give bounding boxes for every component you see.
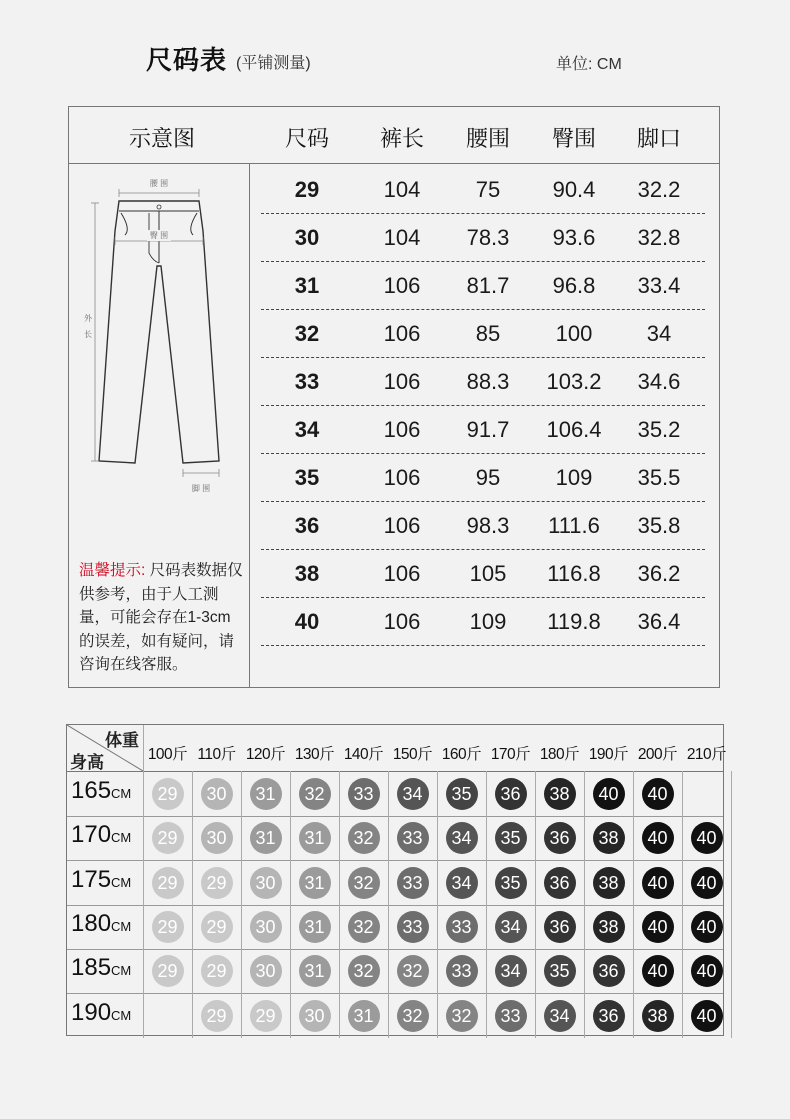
size-badge: 30: [250, 867, 282, 899]
weight-column-header: 210斤: [686, 746, 727, 763]
column-divider: [682, 815, 683, 860]
column-divider: [290, 860, 291, 905]
column-divider: [241, 860, 242, 905]
size-badge: 38: [593, 911, 625, 943]
size-badge: 40: [593, 778, 625, 810]
column-divider: [192, 815, 193, 860]
cell-waist: 78.3: [466, 225, 510, 250]
column-divider: [682, 993, 683, 1038]
column-divider: [437, 904, 438, 949]
column-divider: [388, 771, 389, 816]
size-badge: 29: [201, 911, 233, 943]
size-badge: 31: [299, 955, 331, 987]
size-badge: 30: [250, 955, 282, 987]
column-divider: [682, 948, 683, 993]
column-divider: [143, 948, 144, 993]
size-badge: 32: [397, 1000, 429, 1032]
height-value: 185: [71, 954, 112, 982]
pants-diagram: [79, 171, 239, 501]
column-divider: [584, 948, 585, 993]
cell-size: 32: [294, 321, 320, 346]
cell-size: 35: [294, 465, 320, 490]
size-badge: 34: [446, 867, 478, 899]
size-badge: 35: [495, 822, 527, 854]
column-divider: [143, 904, 144, 949]
size-badge: 36: [593, 955, 625, 987]
column-divider: [339, 948, 340, 993]
cell-leg-opening: 36.4: [637, 609, 681, 634]
size-table: [68, 106, 720, 688]
size-row: [261, 453, 705, 502]
height-label: [71, 954, 131, 982]
column-divider: [339, 771, 340, 816]
cell-waist: 85: [475, 321, 501, 346]
size-badge: 35: [446, 778, 478, 810]
size-badge: 33: [397, 867, 429, 899]
size-badge: 40: [691, 955, 723, 987]
column-divider: [192, 993, 193, 1038]
weight-column-header: 160斤: [441, 746, 482, 763]
weight-height-table: [66, 724, 727, 1036]
cell-size: 31: [294, 273, 320, 298]
size-row: [261, 405, 705, 454]
column-divider: [290, 993, 291, 1038]
column-divider: [437, 860, 438, 905]
column-divider: [339, 993, 340, 1038]
cell-hip: 116.8: [547, 561, 601, 586]
column-divider: [388, 815, 389, 860]
column-divider: [241, 771, 242, 816]
size-badge: 30: [299, 1000, 331, 1032]
size-table-header: [69, 107, 719, 164]
size-badge: 34: [544, 1000, 576, 1032]
column-divider: [143, 815, 144, 860]
height-label: [71, 999, 131, 1027]
height-unit: CM: [111, 874, 132, 890]
height-unit: CM: [111, 918, 132, 934]
size-badge: 40: [642, 911, 674, 943]
column-divider: [535, 771, 536, 816]
cell-length: 104: [383, 177, 421, 202]
size-badge: 33: [495, 1000, 527, 1032]
size-badge: 32: [348, 955, 380, 987]
cell-size: 38: [294, 561, 320, 586]
column-divider: [192, 904, 193, 949]
height-row: [67, 815, 723, 861]
size-badge: 33: [397, 822, 429, 854]
size-row: [261, 357, 705, 406]
cell-waist: 75: [475, 177, 501, 202]
cell-waist: 81.7: [466, 273, 510, 298]
column-divider: [535, 904, 536, 949]
height-label: [71, 821, 131, 849]
column-divider: [290, 771, 291, 816]
size-badge: 34: [495, 955, 527, 987]
cell-leg-opening: 34: [646, 321, 672, 346]
size-badge: 36: [593, 1000, 625, 1032]
height-unit: CM: [111, 786, 132, 801]
weight-column-header: 110斤: [197, 746, 236, 763]
cell-waist: 95: [475, 465, 501, 490]
size-badge: 36: [544, 822, 576, 854]
size-badge: 40: [642, 822, 674, 854]
size-badge: 30: [250, 911, 282, 943]
column-divider: [241, 993, 242, 1038]
cell-length: 106: [383, 417, 421, 442]
size-badge: 40: [642, 955, 674, 987]
height-row: [67, 993, 723, 1038]
column-divider: [437, 993, 438, 1038]
weight-column-header: 140斤: [343, 746, 384, 763]
size-badge: 29: [152, 955, 184, 987]
column-divider: [241, 815, 242, 860]
size-row: [261, 549, 705, 598]
label-leg: 脚 围: [191, 484, 211, 493]
cell-leg-opening: 36.2: [637, 561, 681, 586]
weight-column-header: 150斤: [392, 746, 433, 763]
corner-height-label: 身高: [70, 753, 104, 772]
column-divider: [486, 860, 487, 905]
size-badge: 29: [201, 955, 233, 987]
size-badge: 29: [152, 911, 184, 943]
column-divider: [731, 948, 732, 993]
size-badge: 40: [691, 911, 723, 943]
unit-label: 单位: CM: [556, 56, 622, 73]
size-badge: 33: [446, 911, 478, 943]
column-divider: [486, 993, 487, 1038]
size-badge: 32: [446, 1000, 478, 1032]
corner-cell: [67, 725, 144, 772]
diagram-column: [69, 163, 250, 687]
cell-hip: 111.6: [548, 513, 600, 538]
weight-column-header: 190斤: [588, 746, 629, 763]
label-length-1: 外: [84, 314, 92, 323]
weight-column-header: 200斤: [637, 746, 678, 763]
column-divider: [535, 860, 536, 905]
size-badge: 31: [250, 822, 282, 854]
column-divider: [535, 993, 536, 1038]
tip-text: 尺码表数据仅供参考，由于人工测量，可能会存在1-3cm的误差，如有疑问，请咨询在线客服。: [79, 562, 243, 673]
cell-hip: 96.8: [552, 273, 596, 298]
size-badge: 30: [201, 778, 233, 810]
cell-length: 106: [383, 465, 421, 490]
height-value: 170: [71, 821, 112, 849]
height-row: [67, 904, 723, 950]
column-divider: [682, 904, 683, 949]
cell-size: 33: [294, 369, 320, 394]
page-title: 尺码表: [146, 45, 228, 75]
cell-size: 34: [294, 417, 320, 442]
cell-leg-opening: 33.4: [637, 273, 681, 298]
size-row: [261, 213, 705, 262]
column-divider: [584, 904, 585, 949]
column-divider: [731, 993, 732, 1038]
column-divider: [339, 815, 340, 860]
size-row: [261, 597, 705, 646]
column-divider: [584, 815, 585, 860]
cell-length: 106: [383, 513, 421, 538]
size-badge: 32: [348, 822, 380, 854]
column-divider: [241, 948, 242, 993]
height-value: 180: [71, 909, 112, 937]
size-badge: 31: [250, 778, 282, 810]
cell-length: 106: [383, 273, 421, 298]
column-divider: [486, 815, 487, 860]
cell-hip: 93.6: [552, 225, 596, 250]
size-badge: 32: [348, 867, 380, 899]
cell-size: 30: [294, 225, 320, 250]
cell-leg-opening: 32.2: [637, 177, 681, 202]
header-leg-opening: 脚口: [636, 126, 681, 151]
column-divider: [290, 948, 291, 993]
size-row: [261, 261, 705, 310]
column-divider: [437, 948, 438, 993]
size-badge: 33: [446, 955, 478, 987]
column-divider: [535, 815, 536, 860]
height-value: 165: [71, 777, 112, 804]
column-divider: [388, 860, 389, 905]
cell-waist: 98.3: [466, 513, 510, 538]
cell-hip: 103.2: [546, 369, 602, 394]
column-divider: [486, 904, 487, 949]
column-divider: [682, 860, 683, 905]
size-badge: 30: [201, 822, 233, 854]
column-divider: [731, 815, 732, 860]
size-badge: 40: [691, 1000, 723, 1032]
cell-leg-opening: 32.8: [637, 225, 681, 250]
header-size: 尺码: [284, 126, 329, 151]
size-badge: 34: [397, 778, 429, 810]
cell-length: 106: [383, 609, 421, 634]
cell-size: 36: [294, 513, 320, 538]
cell-waist: 88.3: [466, 369, 510, 394]
column-divider: [388, 993, 389, 1038]
size-badge: 29: [201, 1000, 233, 1032]
tip-label: 温馨提示:: [79, 562, 146, 579]
size-badge: 38: [593, 867, 625, 899]
column-divider: [339, 904, 340, 949]
height-label: [71, 910, 131, 938]
size-row: [261, 165, 705, 214]
size-badge: 29: [250, 1000, 282, 1032]
size-row: [261, 309, 705, 358]
cell-size: 29: [294, 177, 320, 202]
cell-waist: 109: [469, 609, 507, 634]
label-length-2: 长: [84, 330, 92, 339]
cell-hip: 90.4: [552, 177, 596, 202]
height-unit: CM: [111, 830, 132, 846]
size-badge: 31: [299, 822, 331, 854]
size-badge: 34: [446, 822, 478, 854]
label-hip: 臀 围: [149, 231, 169, 240]
size-badge: 29: [152, 822, 184, 854]
tip-note: [79, 559, 245, 677]
cell-leg-opening: 34.6: [637, 369, 681, 394]
size-badge: 33: [348, 778, 380, 810]
height-value: 190: [71, 998, 112, 1026]
size-badge: 36: [544, 911, 576, 943]
column-divider: [143, 993, 144, 1038]
weight-column-header: 170斤: [490, 746, 531, 763]
column-divider: [437, 815, 438, 860]
size-badge: 32: [348, 911, 380, 943]
column-divider: [731, 771, 732, 816]
column-divider: [339, 860, 340, 905]
header-waist: 腰围: [465, 126, 510, 151]
size-badge: 34: [495, 911, 527, 943]
weight-column-header: 100斤: [147, 746, 188, 763]
column-divider: [388, 904, 389, 949]
column-divider: [584, 860, 585, 905]
size-badge: 29: [201, 867, 233, 899]
column-divider: [192, 771, 193, 816]
cell-hip: 100: [555, 321, 593, 346]
height-row: [67, 860, 723, 906]
size-badge: 40: [642, 778, 674, 810]
weight-column-header: 130斤: [294, 746, 335, 763]
size-badge: 40: [642, 867, 674, 899]
column-divider: [192, 860, 193, 905]
column-divider: [486, 948, 487, 993]
size-badge: 29: [152, 867, 184, 899]
cell-leg-opening: 35.8: [637, 513, 681, 538]
weight-column-header: 120斤: [245, 746, 286, 763]
size-row: [261, 501, 705, 550]
cell-length: 104: [383, 225, 421, 250]
cell-waist: 91.7: [466, 417, 510, 442]
column-divider: [633, 771, 634, 816]
weight-header-row: [143, 725, 727, 772]
size-badge: 38: [544, 778, 576, 810]
page-subtitle: (平铺测量): [236, 55, 311, 72]
label-waist: 腰 围: [149, 179, 169, 188]
header-length: 裤长: [379, 126, 424, 151]
column-divider: [633, 904, 634, 949]
corner-weight-label: 体重: [105, 731, 139, 750]
column-divider: [241, 904, 242, 949]
size-badge: 32: [299, 778, 331, 810]
cell-leg-opening: 35.2: [637, 417, 681, 442]
column-divider: [633, 815, 634, 860]
height-label: [71, 777, 131, 805]
size-badge: 32: [397, 955, 429, 987]
size-badge: 40: [691, 822, 723, 854]
size-badge: 38: [593, 822, 625, 854]
height-value: 175: [71, 865, 112, 893]
size-badge: 35: [544, 955, 576, 987]
column-divider: [290, 815, 291, 860]
column-divider: [192, 948, 193, 993]
cell-length: 106: [383, 561, 421, 586]
column-divider: [388, 948, 389, 993]
height-unit: CM: [111, 1007, 132, 1023]
header-diagram: 示意图: [128, 126, 195, 151]
size-badge: 36: [495, 778, 527, 810]
size-badge: 29: [152, 778, 184, 810]
cell-leg-opening: 35.5: [637, 465, 681, 490]
cell-hip: 106.4: [546, 417, 602, 442]
column-divider: [143, 860, 144, 905]
size-badge: 38: [642, 1000, 674, 1032]
column-divider: [535, 948, 536, 993]
column-divider: [584, 993, 585, 1038]
size-badge: 31: [348, 1000, 380, 1032]
cell-waist: 105: [469, 561, 507, 586]
size-badge: 40: [691, 867, 723, 899]
size-badge: 31: [299, 867, 331, 899]
height-label: [71, 866, 131, 894]
column-divider: [584, 771, 585, 816]
column-divider: [633, 948, 634, 993]
size-badge: 31: [299, 911, 331, 943]
column-divider: [633, 993, 634, 1038]
size-badge: 35: [495, 867, 527, 899]
column-divider: [290, 904, 291, 949]
height-row: [67, 948, 723, 994]
cell-hip: 119.8: [547, 609, 601, 634]
column-divider: [633, 860, 634, 905]
height-row: [67, 771, 723, 817]
weight-column-header: 180斤: [539, 746, 580, 763]
column-divider: [437, 771, 438, 816]
column-divider: [143, 771, 144, 816]
size-badge: 33: [397, 911, 429, 943]
cell-hip: 109: [555, 465, 593, 490]
cell-length: 106: [383, 321, 421, 346]
column-divider: [731, 860, 732, 905]
column-divider: [486, 771, 487, 816]
column-divider: [682, 771, 683, 816]
size-badge: 36: [544, 867, 576, 899]
column-divider: [731, 904, 732, 949]
cell-size: 40: [294, 609, 320, 634]
header-hip: 臀围: [551, 126, 596, 151]
height-unit: CM: [111, 963, 132, 979]
cell-length: 106: [383, 369, 421, 394]
